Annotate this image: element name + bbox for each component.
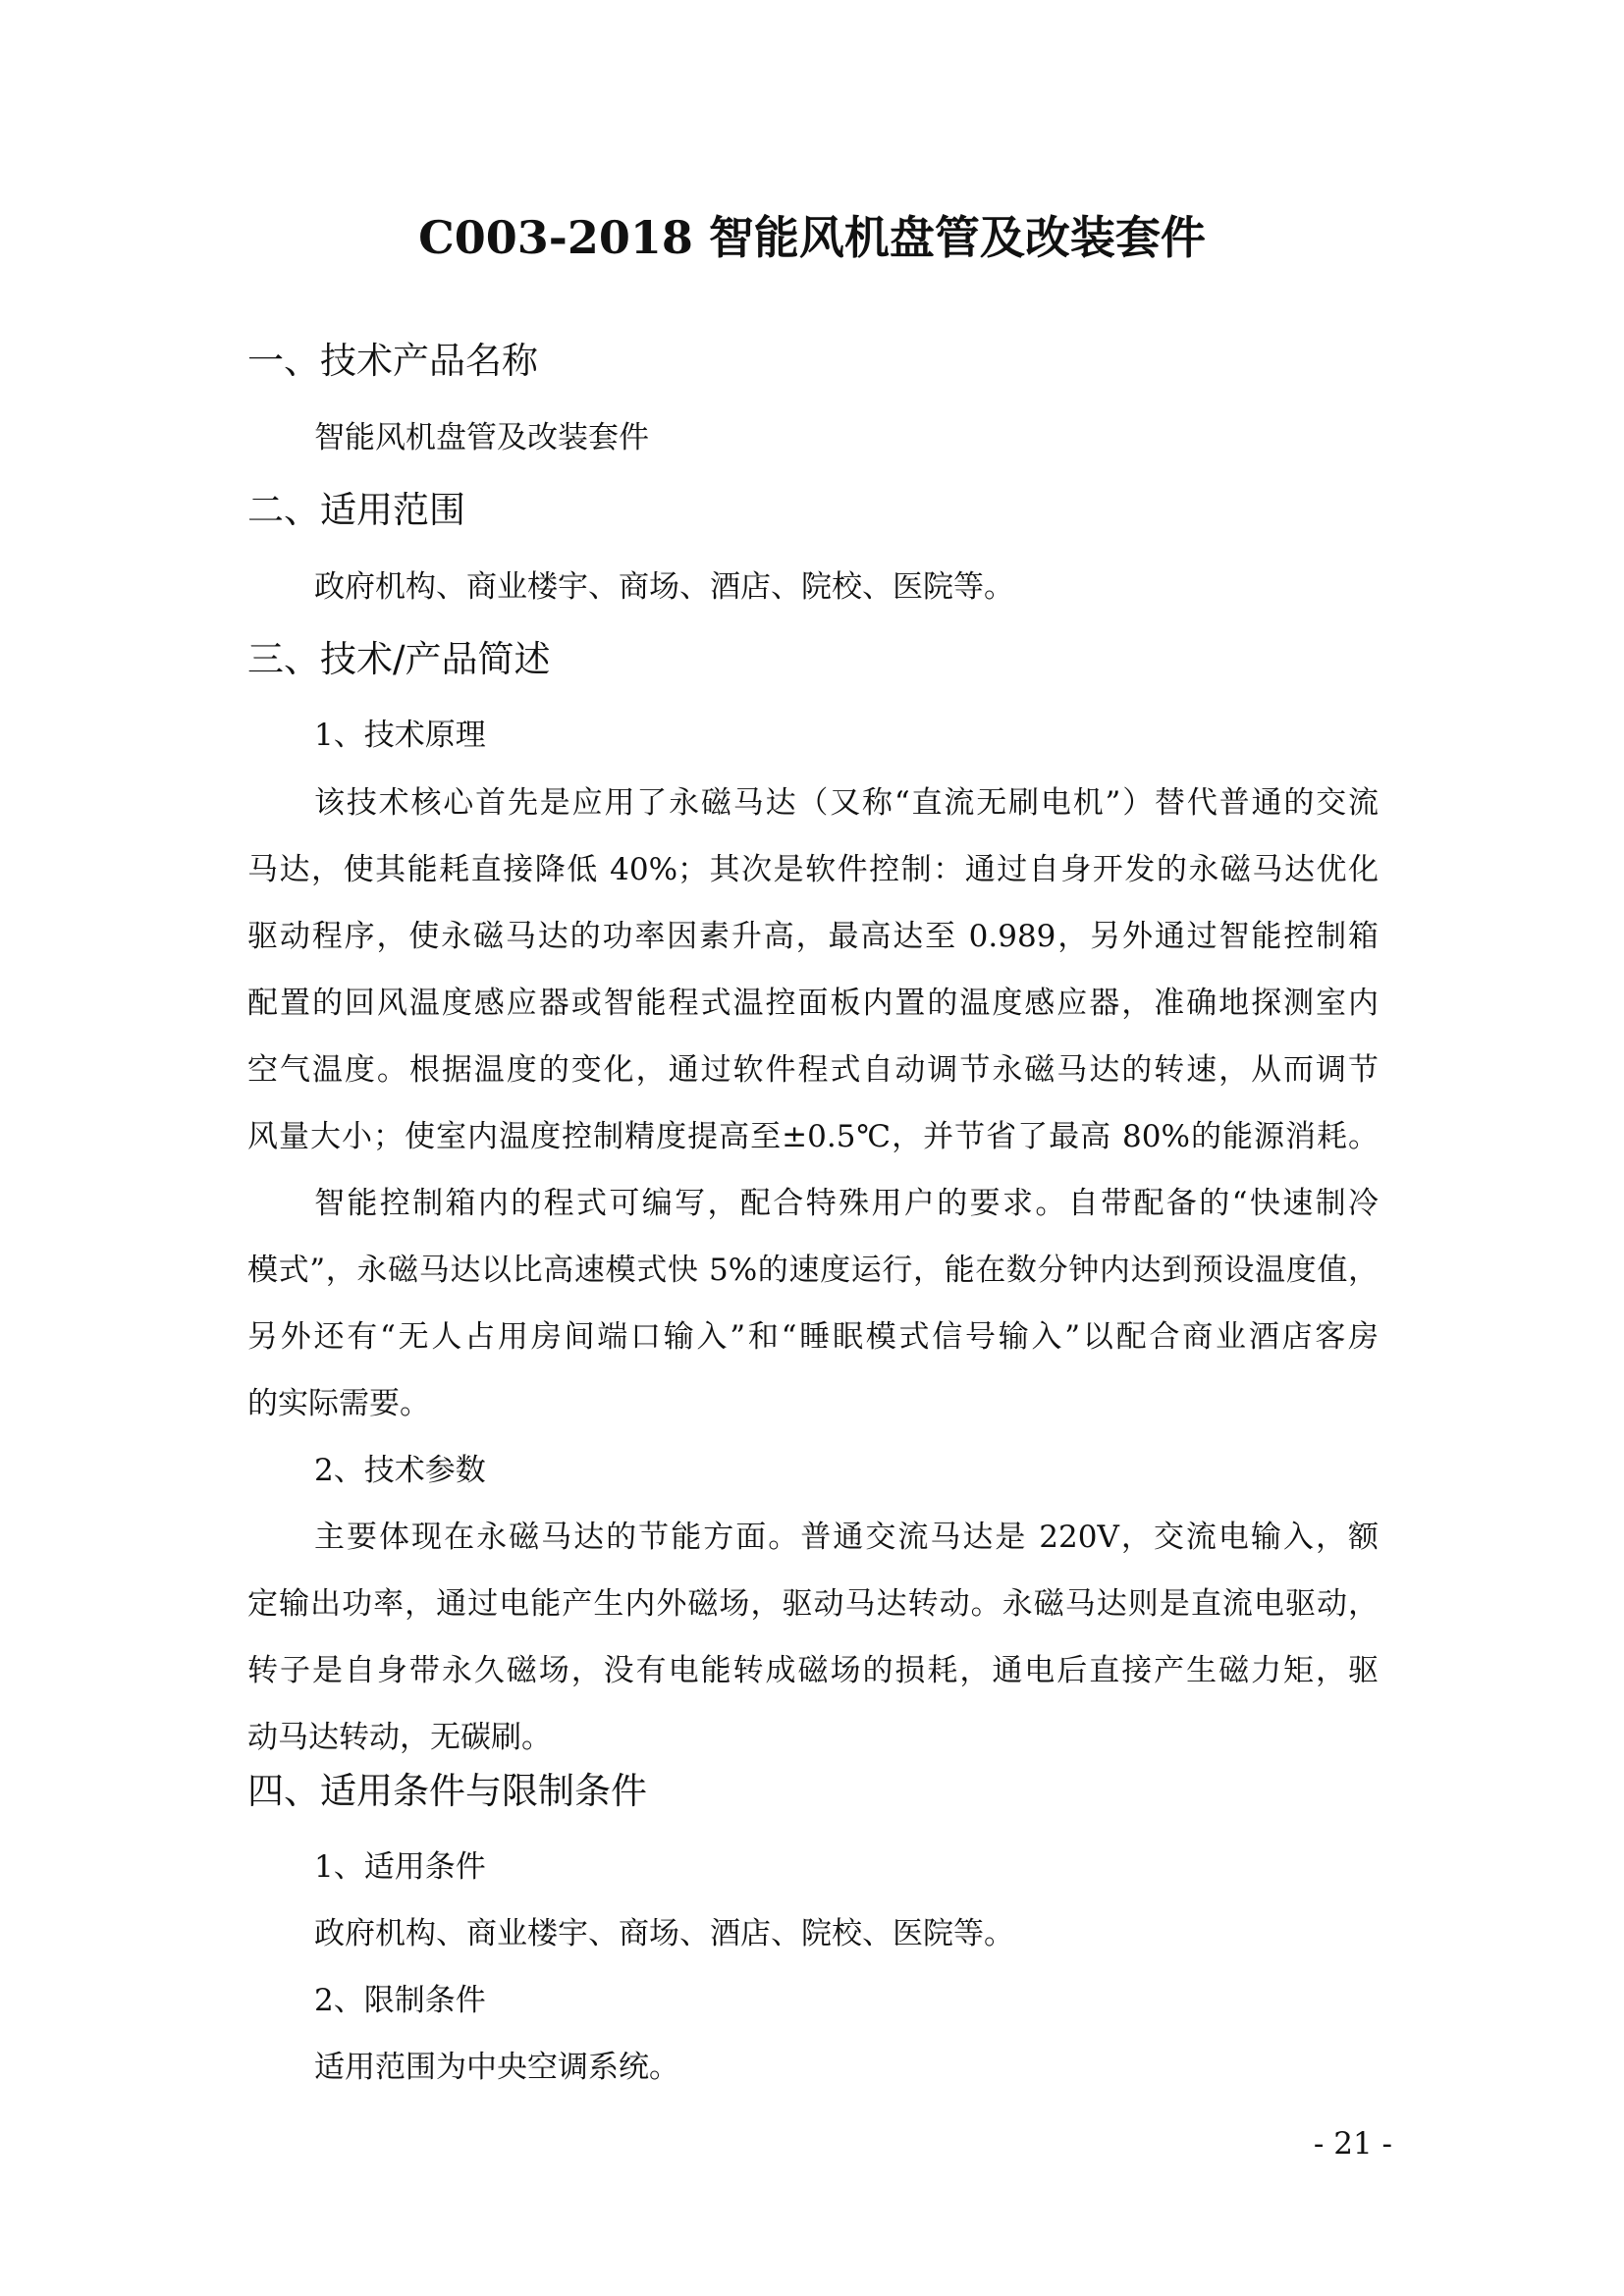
section-heading-1: 一、技术产品名称 — [247, 340, 538, 382]
subsection-heading-3-1: 1、技术原理 — [314, 718, 486, 753]
subsection-heading-4-1: 1、适用条件 — [314, 1849, 486, 1885]
paragraph-line: 定输出功率，通过电能产生内外磁场，驱动马达转动。永磁马达则是直流电驱动， — [247, 1586, 1379, 1622]
subsection-4-2-body: 适用范围为中央空调系统。 — [314, 2050, 679, 2085]
subsection-heading-3-2: 2、技术参数 — [314, 1453, 486, 1488]
paragraph-line: 智能控制箱内的程式可编写，配合特殊用户的要求。自带配备的“快速制冷 — [314, 1186, 1379, 1221]
subsection-4-1-body: 政府机构、商业楼宇、商场、酒店、院校、医院等。 — [314, 1916, 1014, 1951]
paragraph-line: 风量大小；使室内温度控制精度提高至±0.5℃，并节省了最高 80%的能源消耗。 — [247, 1119, 1379, 1154]
document-title: C003-2018 智能风机盘管及改装套件 — [418, 211, 1206, 264]
section-2-body: 政府机构、商业楼宇、商场、酒店、院校、医院等。 — [314, 569, 1014, 605]
paragraph-line: 马达，使其能耗直接降低 40%；其次是软件控制：通过自身开发的永磁马达优化 — [247, 852, 1379, 887]
paragraph-line: 主要体现在永磁马达的节能方面。普通交流马达是 220V，交流电输入，额 — [314, 1520, 1379, 1555]
section-1-body: 智能风机盘管及改装套件 — [314, 420, 649, 455]
paragraph-line: 驱动程序，使永磁马达的功率因素升高，最高达至 0.989，另外通过智能控制箱 — [247, 919, 1379, 954]
paragraph-line: 空气温度。根据温度的变化，通过软件程式自动调节永磁马达的转速，从而调节 — [247, 1052, 1379, 1088]
paragraph-line: 动马达转动，无碳刷。 — [247, 1720, 552, 1755]
subsection-heading-4-2: 2、限制条件 — [314, 1983, 486, 2018]
section-heading-4: 四、适用条件与限制条件 — [247, 1770, 647, 1812]
paragraph-line: 另外还有“无人占用房间端口输入”和“睡眠模式信号输入”以配合商业酒店客房 — [247, 1319, 1379, 1355]
paragraph-line: 转子是自身带永久磁场，没有电能转成磁场的损耗，通电后直接产生磁力矩，驱 — [247, 1653, 1379, 1688]
section-heading-3: 三、技术/产品简述 — [247, 638, 551, 680]
paragraph-line: 该技术核心首先是应用了永磁马达（又称“直流无刷电机”）替代普通的交流 — [314, 785, 1379, 821]
page-number: - 21 - — [1313, 2126, 1392, 2162]
paragraph-line: 配置的回风温度感应器或智能程式温控面板内置的温度感应器，准确地探测室内 — [247, 986, 1379, 1021]
paragraph-line: 的实际需要。 — [247, 1386, 430, 1421]
section-heading-2: 二、适用范围 — [247, 489, 465, 531]
paragraph-line: 模式”，永磁马达以比高速模式快 5%的速度运行，能在数分钟内达到预设温度值， — [247, 1253, 1379, 1288]
